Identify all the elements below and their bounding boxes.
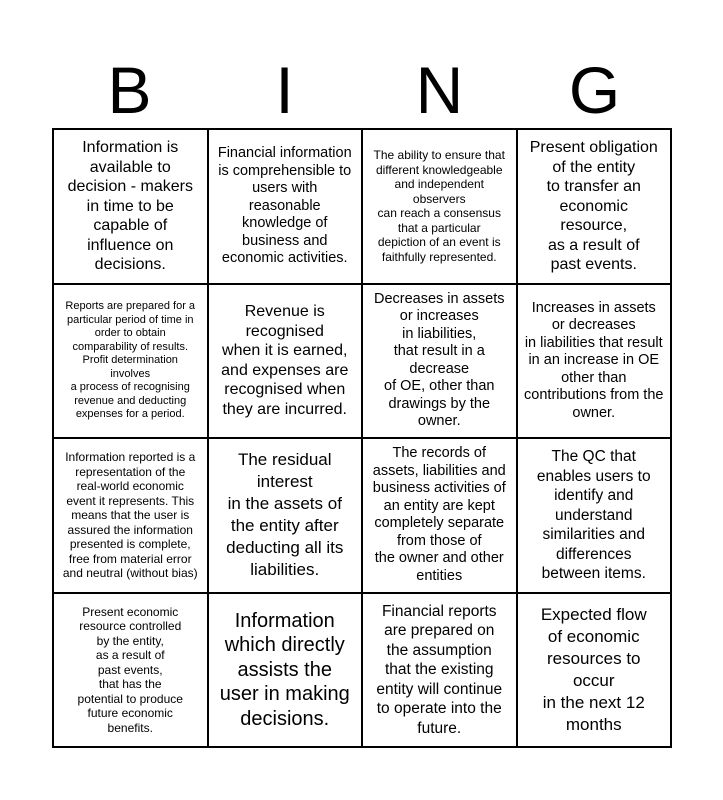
bingo-cell[interactable] bbox=[53, 284, 208, 439]
cell-text: Reports are prepared for a particular period of time in order to obtain comparability of results. Profit determination involves a process of recognising revenue and deducting expenses for a period. bbox=[65, 300, 196, 420]
bingo-cell[interactable] bbox=[362, 593, 517, 748]
bingo-cell[interactable] bbox=[517, 129, 672, 284]
bingo-cell[interactable] bbox=[53, 438, 208, 593]
cell-text: Present economic resource controlled by the entity, as a result of past events, that has the potential to produce future economic benefits. bbox=[77, 604, 183, 735]
bingo-grid bbox=[52, 128, 672, 748]
header-letter-i: I bbox=[275, 53, 294, 127]
bingo-cell[interactable] bbox=[362, 438, 517, 593]
bingo-cell[interactable] bbox=[362, 129, 517, 284]
cell-text: The records of assets, liabilities and business activities of an entity are kept completely separate from those of the owner and other entities bbox=[372, 445, 506, 584]
cell-text: Information is available to decision - makers in time to be capable of influence on decisions. bbox=[67, 139, 193, 273]
cell-text: Decreases in assets or increases in liabilities, that result in a decrease of OE, other than drawings by the owner. bbox=[373, 290, 505, 430]
cell-text: Information which directly assists the user in making decisions. bbox=[219, 609, 350, 730]
bingo-header bbox=[52, 50, 672, 128]
bingo-cell[interactable] bbox=[53, 593, 208, 748]
bingo-cell[interactable] bbox=[517, 284, 672, 439]
header-letter-g: G bbox=[568, 53, 621, 127]
cell-text: Present obligation of the entity to transfer an economic resource, as a result of past events. bbox=[529, 139, 658, 273]
cell-text: Expected flow of economic resources to occur in the next 12 months bbox=[540, 604, 647, 734]
cell-text: Financial reports are prepared on the assumption that the existing entity will continue to operate into the future. bbox=[376, 602, 503, 737]
cell-text: The residual interest in the assets of the entity after deducting all its liabilities. bbox=[226, 450, 344, 580]
bingo-cell[interactable] bbox=[208, 284, 363, 439]
header-letter-b: B bbox=[107, 53, 152, 127]
cell-text: Financial information is comprehensible to users with reasonable knowledge of business and economic activities. bbox=[217, 145, 352, 266]
bingo-cell[interactable] bbox=[208, 438, 363, 593]
bingo-cell[interactable] bbox=[208, 129, 363, 284]
bingo-cell[interactable] bbox=[362, 284, 517, 439]
header-letter-n: N bbox=[415, 53, 464, 127]
cell-text: Revenue is recognised when it is earned, and expenses are recognised when they are incurred. bbox=[221, 303, 349, 418]
cell-text: The QC that enables users to identify and understand similarities and differences between items. bbox=[536, 448, 651, 582]
bingo-cell[interactable] bbox=[53, 129, 208, 284]
cell-text: Increases in assets or decreases in liabilities that result in an increase in OE other than contributions from the owner. bbox=[524, 299, 664, 421]
bingo-cell[interactable] bbox=[517, 438, 672, 593]
cell-text: Information reported is a representation of the real-world economic event it represents. This means that the user is assured the information presented is complete, free from material error and neutral (without bias) bbox=[62, 450, 198, 580]
cell-text: The ability to ensure that different knowledgeable and independent observers can reach a consensus that a particular depiction of an event is faithfully represented. bbox=[373, 148, 505, 264]
bingo-cell[interactable] bbox=[208, 593, 363, 748]
bingo-cell[interactable] bbox=[517, 593, 672, 748]
